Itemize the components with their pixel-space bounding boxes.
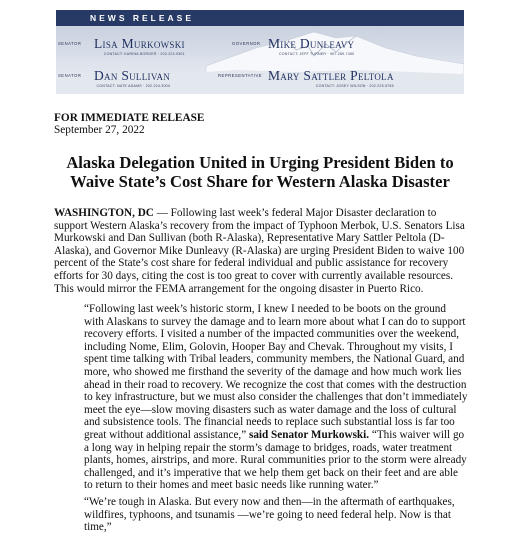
second-quote-text: “We’re tough in Alaska. But every now and then—in the aftermath of earthquakes, wildfires, typhoons, and tsunamis —we’re going to need federal help. Now is that time,” — [84, 496, 455, 534]
official-contact: CONTACT: JOSEY WILSON · 202.225.5765 — [315, 84, 394, 88]
release-info — [54, 112, 204, 136]
news-release-banner — [56, 10, 464, 94]
quote-part-1: “Following last week’s historic storm, I knew I needed to be boots on the ground with Alaskans to survey the damage and to learn more about what I can do to support recovery efforts. I visited a number of the impacted communities over the weekend, including Nome, Elim, Golovin, Hooper Bay and Chevak. Throughout my visits, I spent time talking with Tribal leaders, community members, the National Guard, and more, who showed me firsthand the severity of the damage and how much work lies ahead in their road to recovery. We recognize the cost that comes with the destruction to key infrastructure, but we must also consider the challenges that don’t immediately meet the eye—slow moving disasters such as water damage and the loss of cultural and subsistence tools. The financial needs to replace such substantial loss is far too great without additional assistance,” — [84, 303, 468, 441]
official-role: REPRESENTATIVE — [218, 73, 263, 78]
official-contact: CONTACT: NATE ADAMS · 202.224.3004 — [96, 84, 171, 88]
official-role: GOVERNOR — [232, 41, 261, 46]
release-label: FOR IMMEDIATE RELEASE — [54, 112, 205, 124]
banner-strip — [56, 10, 464, 26]
second-quote — [84, 496, 468, 534]
official-contact: CONTACT: JEFF TURNER · 907.269.7450 — [278, 52, 355, 56]
dateline: WASHINGTON, DC — [54, 207, 154, 219]
official-role: SENATOR — [58, 73, 82, 78]
official-sullivan — [58, 68, 171, 88]
official-contact: CONTACT: KARINA BORGER · 202.224.9301 — [103, 52, 185, 56]
official-name: Mike Dunleavy — [268, 36, 355, 51]
news-release-label: NEWS RELEASE — [90, 13, 195, 23]
quote-part-2: “This waiver will go a long way in helping repair the storm’s damage to bridges, roads, water treatment plants, homes, airstrips, and more. Rural communities prior to the storm were already challenged, and it’s imperative that we help them get back on their feet and are able to return to their homes and meet basic needs like running water.” — [84, 428, 467, 492]
headline — [56, 153, 464, 191]
release-date: September 27, 2022 — [54, 124, 145, 136]
official-name: Lisa Murkowski — [94, 36, 185, 51]
official-name: Dan Sullivan — [94, 68, 171, 83]
official-murkowski — [58, 36, 185, 56]
official-role: SENATOR — [58, 41, 82, 46]
lead-paragraph — [54, 207, 466, 295]
murkowski-quote — [84, 303, 468, 492]
lead-paragraph-text: — Following last week’s federal Major Disaster declaration to support Western Alaska’s recovery from the impact of Typhoon Merbok, U.S. Senators Lisa Murkowski and Dan Sullivan (both R-Alaska), Representative Mary Sattler Peltola (D-Alaska), and Governor Mike Dunleavy (R-Alaska) are urging President Biden to waive 100 percent of the State’s cost share for federal individual and public assistance for recovery efforts for 30 days, citing the cost is too great to cover with currently available resources. This would mirror the FEMA arrangement for the ongoing disaster in Puerto Rico. — [54, 207, 465, 295]
official-name: Mary Sattler Peltola — [268, 68, 394, 83]
official-peltola — [218, 68, 394, 88]
headline-line-2: Waive State’s Cost Share for Western Alaska Disaster — [70, 172, 450, 191]
quote-attribution: said Senator Murkowski. — [246, 428, 370, 441]
headline-line-1: Alaska Delegation United in Urging President Biden to — [66, 153, 454, 172]
official-dunleavy — [232, 36, 355, 56]
